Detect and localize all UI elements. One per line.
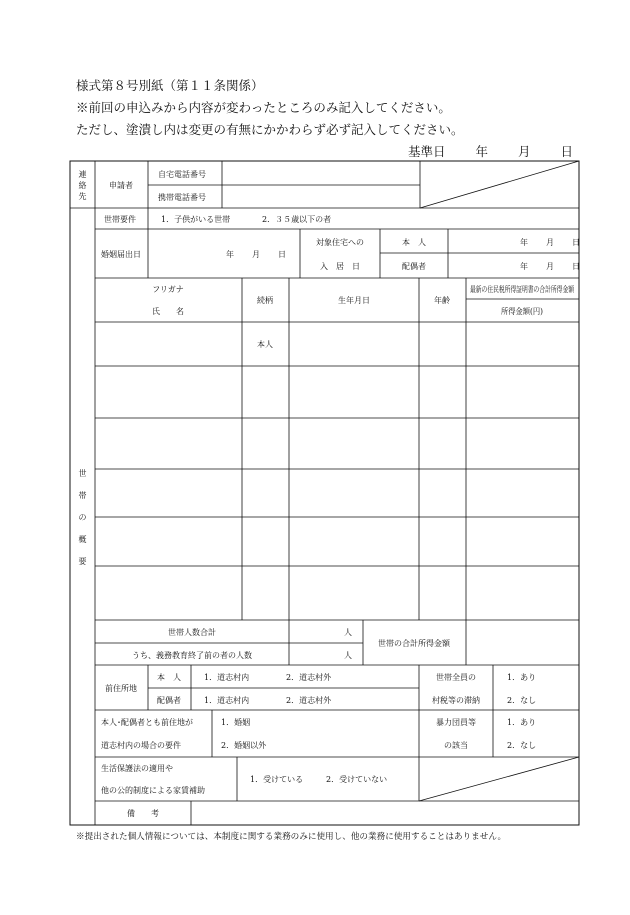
self-day: 日 xyxy=(572,238,580,247)
gang-member-yes: 1．あり xyxy=(507,718,537,727)
household-side-label-1: 世 xyxy=(78,469,87,478)
base-date-label: 基準日 xyxy=(408,144,446,159)
spouse-year: 年 xyxy=(520,262,528,271)
instruction-line-1: ※前回の申込みから内容が変わったところのみ記入してください。 xyxy=(76,100,451,115)
mobile-phone-label: 携帯電話番号 xyxy=(158,193,206,202)
spouse-month: 月 xyxy=(546,262,554,271)
members-under-unit: 人 xyxy=(344,651,352,660)
requirement-option-2: 2．３５歳以下の者 xyxy=(262,215,332,224)
contact-side-label-1: 連 xyxy=(78,170,87,179)
self-option-out-village: 2．道志村外 xyxy=(286,673,332,682)
base-day: 日 xyxy=(560,144,574,159)
household-side-label-4: 概 xyxy=(78,535,87,544)
household-side-label-2: 帯 xyxy=(78,491,87,500)
prev-address-self: 本 人 xyxy=(157,673,181,682)
col-birth-date: 生年月日 xyxy=(338,296,370,305)
row1-relation: 本人 xyxy=(257,340,273,349)
welfare-label-2: 他の公的制度による家賃補助 xyxy=(101,786,205,795)
marriage-year: 年 xyxy=(226,250,234,259)
tax-arrears-label-2: 村税等の滞納 xyxy=(432,696,480,705)
tax-arrears-label-1: 世帯全員の xyxy=(436,673,476,682)
marriage-date-label: 婚姻届出日 xyxy=(101,250,141,259)
household-side-label-5: 要 xyxy=(78,557,87,566)
requirement-marriage: 1．婚姻 xyxy=(221,718,251,727)
privacy-notice: ※提出された個人情報については、本制度に関する業務のみに使用し、他の業務に使用することはありません。 xyxy=(76,832,507,842)
prev-address-label: 前住所地 xyxy=(105,684,137,693)
household-requirement-label: 世帯要件 xyxy=(104,215,136,224)
home-phone-label: 自宅電話番号 xyxy=(158,170,206,179)
marriage-day: 日 xyxy=(278,250,286,259)
move-in-label-1: 対象住宅への xyxy=(316,238,364,247)
contact-side-label-2: 絡 xyxy=(78,181,87,190)
members-under-label: うち、義務教育終了前の者の人数 xyxy=(132,651,252,660)
instruction-line-2: ただし、塗潰し内は変更の有無にかかわらず必ず記入してください。 xyxy=(76,122,464,137)
col-income-2: 所得金額(円) xyxy=(501,307,548,316)
welfare-label-1: 生活保護法の適用や xyxy=(101,764,173,773)
gang-member-label-2: の該当 xyxy=(444,741,468,750)
gang-member-no: 2．なし xyxy=(507,741,537,750)
form-number: 様式第８号別紙（第１１条関係） xyxy=(76,78,264,93)
col-age: 年齢 xyxy=(434,296,450,305)
base-month: 月 xyxy=(518,144,531,159)
col-furigana: フリガナ xyxy=(152,285,184,294)
household-side-label-3: の xyxy=(78,513,87,522)
move-in-spouse-label: 配偶者 xyxy=(402,262,426,271)
tax-arrears-no: 2．なし xyxy=(507,696,537,705)
requirement-option-1: 1．子供がいる世帯 xyxy=(161,215,231,224)
tax-arrears-yes: 1．あり xyxy=(507,673,537,682)
remarks-label: 備 考 xyxy=(127,809,159,818)
col-relation: 続柄 xyxy=(257,296,273,305)
welfare-receiving: 1．受けている xyxy=(250,775,304,784)
col-income-1: 最新の住民税所得証明書の合計所得金額 xyxy=(470,285,614,294)
marriage-month: 月 xyxy=(252,250,260,259)
members-total-label: 世帯人数合計 xyxy=(168,628,216,637)
base-year: 年 xyxy=(475,144,489,159)
col-name: 氏 名 xyxy=(152,307,184,316)
self-option-in-village: 1．道志村内 xyxy=(204,673,250,682)
move-in-label-2: 入 居 日 xyxy=(320,262,360,271)
spouse-option-out-village: 2．道志村外 xyxy=(286,696,332,705)
prev-address-spouse: 配偶者 xyxy=(157,696,181,705)
requirement-non-marriage: 2．婚姻以外 xyxy=(221,741,267,750)
contact-side-label-3: 先 xyxy=(78,192,87,201)
income-total-label: 世帯の合計所得金額 xyxy=(378,639,450,648)
applicant-label: 申請者 xyxy=(109,181,133,190)
self-month: 月 xyxy=(546,238,554,247)
move-in-self-label: 本 人 xyxy=(402,238,426,247)
self-year: 年 xyxy=(520,238,528,247)
in-village-requirement-label-1: 本人･配偶者とも前住地が xyxy=(101,718,193,727)
gang-member-label-1: 暴力団員等 xyxy=(436,718,476,727)
welfare-not-receiving: 2．受けていない xyxy=(326,775,388,784)
members-total-unit: 人 xyxy=(344,628,352,637)
spouse-day: 日 xyxy=(572,262,580,271)
in-village-requirement-label-2: 道志村内の場合の要件 xyxy=(101,741,181,750)
spouse-option-in-village: 1．道志村内 xyxy=(204,696,250,705)
